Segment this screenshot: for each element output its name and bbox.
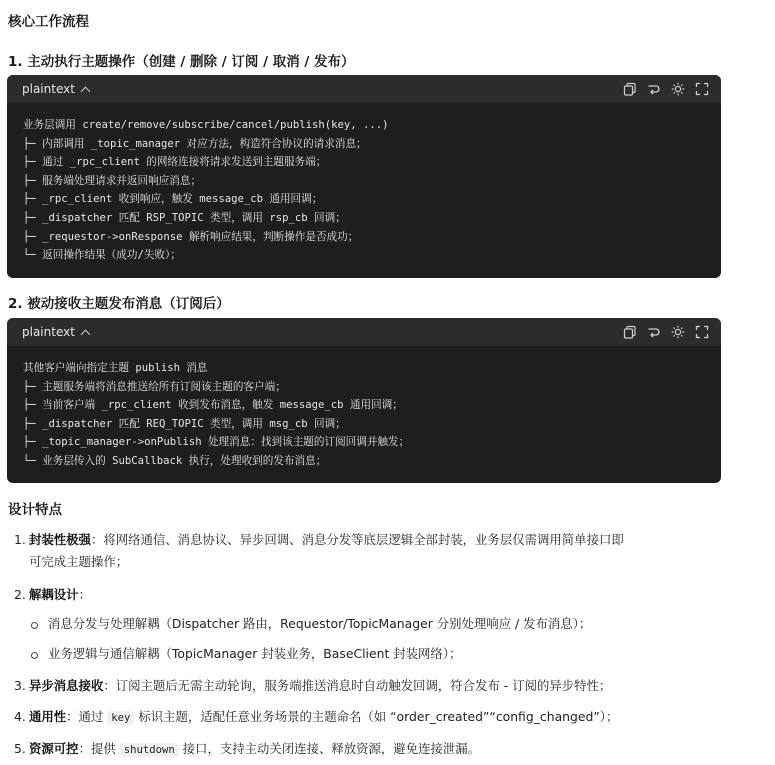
code-line: ├─ 内部调用 _topic_manager 对应方法，构造符合协议的请求消息； <box>23 137 367 150</box>
code-header <box>7 318 721 346</box>
language-toggle[interactable] <box>22 82 89 96</box>
sub-list-item: 业务逻辑与通信解耦（TopicManager 封装业务，BaseClient 封装网络）； <box>48 646 462 661</box>
list-item <box>29 530 729 550</box>
code-body <box>7 346 721 483</box>
inline-code: key <box>107 711 134 725</box>
code-header <box>7 75 721 103</box>
fullscreen-icon[interactable] <box>695 325 709 339</box>
code-line: ├─ 通过 _rpc_client 的网络连接将请求发送到主题服务端； <box>23 156 327 169</box>
item-text: 接口，支持主动关闭连接、释放资源，避免连接泄漏。 <box>178 741 481 756</box>
features-heading: 设计特点 <box>8 502 62 518</box>
item-text: ： <box>78 587 91 602</box>
code-line: ├─ _rpc_client 收到响应，触发 message_cb 通用回调； <box>23 193 323 206</box>
list-number: 2. <box>14 587 26 602</box>
item-text: ：提供 <box>78 741 120 756</box>
item-text: ：通过 <box>66 709 108 724</box>
wrap-icon[interactable] <box>647 325 661 339</box>
item-title: 异步消息接收 <box>29 678 104 693</box>
item-text: ：将网络通信、消息协议、异步回调、消息分发等底层逻辑全部封装，业务层仅需调用简单接口即 <box>90 532 624 547</box>
code-line: ├─ _dispatcher 匹配 RSP_TOPIC 类型，调用 rsp_cb 回调； <box>23 211 346 224</box>
copy-icon[interactable] <box>623 325 637 339</box>
copy-icon[interactable] <box>623 82 637 96</box>
chevron-up-icon <box>80 86 90 96</box>
code-line: └─ 返回操作结果（成功/失败）； <box>23 249 181 262</box>
item-title: 资源可控 <box>29 741 79 756</box>
language-label: plaintext <box>22 82 75 96</box>
code-line: 业务层调用 create/remove/subscribe/cancel/publish(key, ...) <box>23 119 389 131</box>
sub-list-item: 消息分发与处理解耦（Dispatcher 路由，Requestor/TopicManager 分别处理响应 / 发布消息）； <box>48 616 592 631</box>
item-title: 解耦设计 <box>29 587 79 602</box>
wrap-icon[interactable] <box>647 82 661 96</box>
inline-code: shutdown <box>120 743 179 757</box>
section2-heading: 2. 被动接收主题发布消息（订阅后） <box>8 296 230 312</box>
code-line: └─ 业务层传入的 SubCallback 执行，处理收到的发布消息； <box>23 454 327 467</box>
list-number: 3. <box>14 678 26 693</box>
list-item <box>29 585 91 605</box>
bullet <box>31 652 38 659</box>
chevron-up-icon <box>80 329 90 339</box>
fullscreen-icon[interactable] <box>695 82 709 96</box>
language-label: plaintext <box>22 325 75 339</box>
language-toggle[interactable] <box>22 325 89 339</box>
list-number: 4. <box>14 709 26 724</box>
code-line: ├─ 服务端处理请求并返回响应消息； <box>23 174 202 187</box>
code-body <box>7 103 721 277</box>
code-line: ├─ 主题服务端将消息推送给所有订阅该主题的客户端； <box>23 380 286 393</box>
bullet <box>31 622 38 629</box>
code-line: ├─ _dispatcher 匹配 REQ_TOPIC 类型，调用 msg_cb 回调； <box>23 417 346 430</box>
item-title: 封装性极强 <box>29 532 91 547</box>
list-number: 1. <box>14 532 26 547</box>
list-item <box>29 707 618 728</box>
item-text: 标识主题，适配任意业务场景的主题命名（如 “order_created”“config_changed”）； <box>134 709 619 724</box>
theme-sun-icon[interactable] <box>671 325 685 339</box>
code-block-2 <box>7 318 721 483</box>
code-block-1 <box>7 75 721 278</box>
list-item <box>29 739 480 760</box>
list-item <box>29 676 611 696</box>
code-line: ├─ _topic_manager->onPublish 处理消息：找到该主题的订阅回调并触发； <box>23 436 410 449</box>
page-title: 核心工作流程 <box>8 14 89 30</box>
item-text: ：订阅主题后无需主动轮询，服务端推送消息时自动触发回调，符合发布 - 订阅的异步特性； <box>103 678 612 693</box>
code-line: 其他客户端向指定主题 publish 消息 <box>23 362 208 374</box>
list-item-continuation: 可完成主题操作； <box>29 554 129 569</box>
code-line: ├─ 当前客户端 _rpc_client 收到发布消息，触发 message_cb 通用回调； <box>23 399 403 412</box>
list-number: 5. <box>14 741 26 756</box>
code-line: ├─ _requestor->onResponse 解析响应结果，判断操作是否成功； <box>23 230 359 243</box>
section1-heading: 1. 主动执行主题操作（创建 / 删除 / 订阅 / 取消 / 发布） <box>8 54 355 70</box>
theme-sun-icon[interactable] <box>671 82 685 96</box>
item-title: 通用性 <box>29 709 67 724</box>
